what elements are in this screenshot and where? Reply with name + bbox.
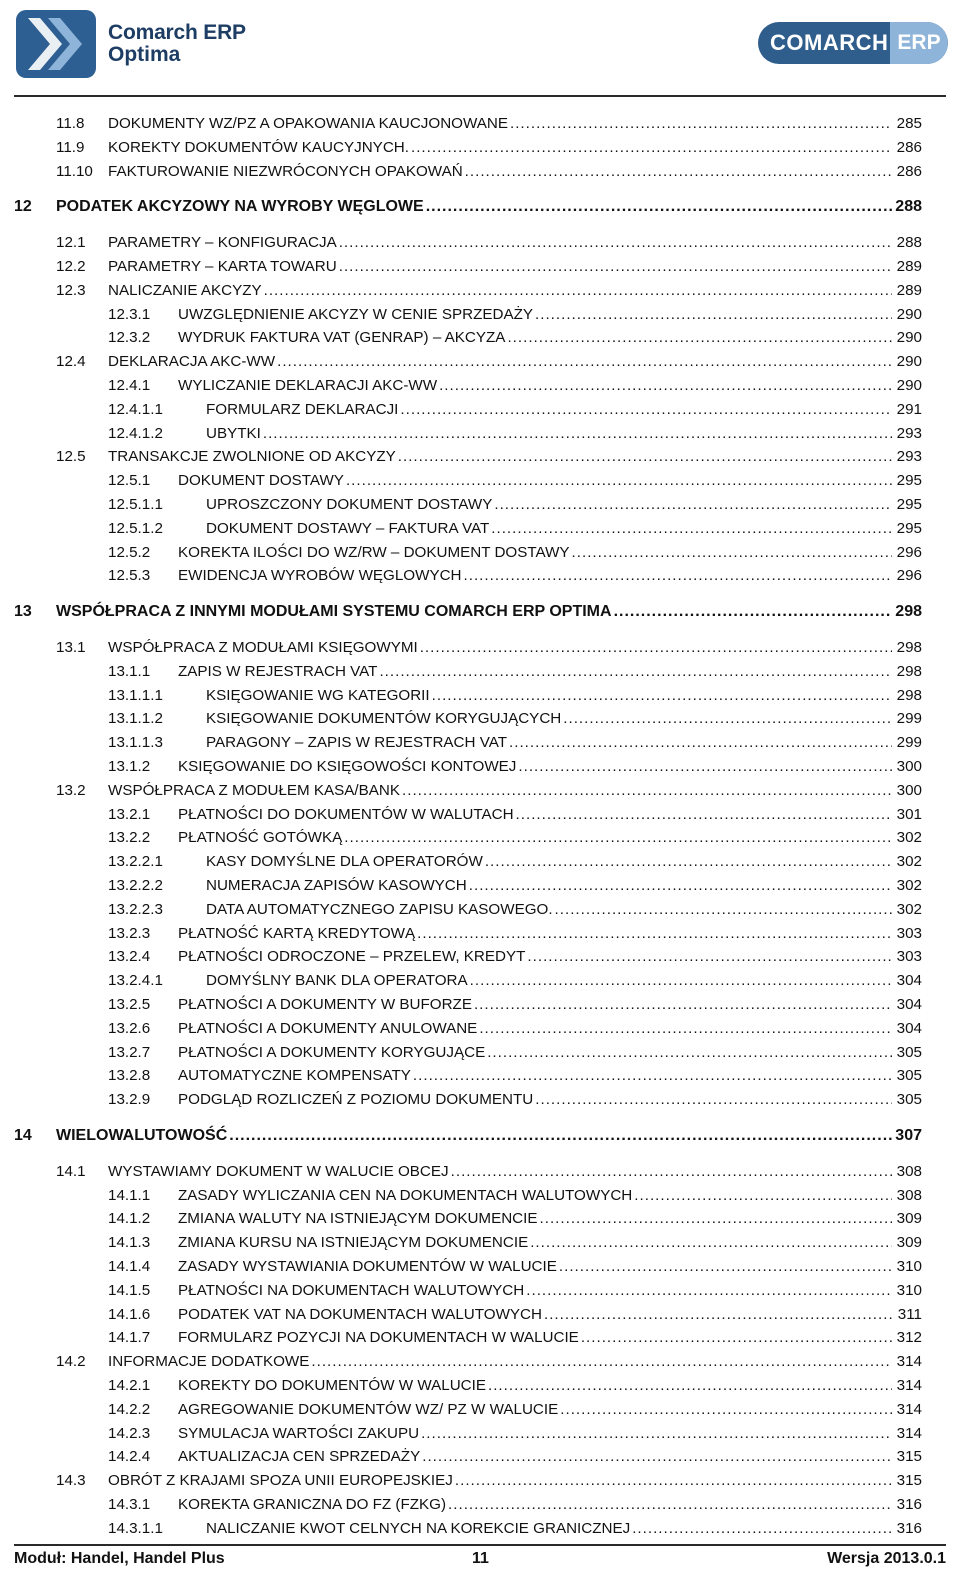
toc-entry-number: 14.2.4 — [108, 1448, 151, 1466]
toc-entry-title: DOMYŚLNY BANK DLA OPERATORA — [206, 972, 468, 990]
toc-entry-page: 311 — [897, 1305, 922, 1323]
toc-entry[interactable] — [0, 756, 960, 778]
toc-entry-title: PŁATNOŚCI ODROCZONE – PRZELEW, KREDYT — [178, 948, 526, 966]
toc-entry[interactable] — [0, 1185, 960, 1207]
toc-entry-title: UPROSZCZONY DOKUMENT DOSTAWY — [206, 496, 493, 513]
toc-entry-title: NALICZANIE AKCYZY — [108, 281, 262, 299]
toc-entry[interactable] — [0, 1327, 960, 1349]
toc-dot-leader — [277, 351, 892, 373]
toc-entry-page: 304 — [896, 996, 922, 1013]
footer-version: Wersja 2013.0.1 — [827, 1550, 946, 1567]
toc-entry-page: 302 — [896, 877, 922, 894]
toc-entry-title: KSIĘGOWANIE DO KSIĘGOWOŚCI KONTOWEJ — [178, 758, 517, 775]
toc-entry-title: KOREKTA ILOŚCI DO WZ/RW – DOKUMENT DOSTAWY — [178, 543, 570, 561]
toc-entry[interactable] — [0, 256, 960, 278]
toc-entry-page: 316 — [896, 1496, 922, 1513]
toc-entry[interactable] — [0, 1423, 960, 1445]
toc-entry-number: 12.5.1 — [108, 472, 151, 490]
toc-entry-page: 308 — [896, 1162, 922, 1180]
toc-entry[interactable] — [0, 423, 960, 445]
logo-line-1: Comarch ERP — [108, 21, 246, 44]
toc-entry-number: 14.2.1 — [108, 1377, 151, 1394]
toc-entry-page: 289 — [896, 281, 922, 299]
toc-entry-number: 13.2.8 — [108, 1067, 151, 1085]
toc-entry-page: 314 — [896, 1377, 922, 1394]
toc-entry-title: WSPÓŁPRACA Z MODUŁAMI KSIĘGOWYMI — [108, 639, 418, 656]
toc-entry[interactable] — [0, 1161, 960, 1183]
toc-dot-leader — [439, 375, 892, 397]
toc-entry[interactable] — [0, 232, 960, 254]
toc-entry-page: 309 — [896, 1210, 922, 1228]
toc-entry-title: KOREKTA GRANICZNA DO FZ (FZKG) — [178, 1496, 447, 1513]
toc-entry[interactable] — [0, 1065, 960, 1087]
toc-dot-leader — [572, 542, 892, 564]
toc-entry-page: 299 — [896, 734, 922, 752]
toc-entry-page: 298 — [896, 662, 922, 680]
toc-entry-number: 13.1.1.2 — [108, 710, 163, 728]
toc-entry[interactable] — [0, 399, 960, 421]
page-footer — [14, 1546, 946, 1572]
toc-entry-title: DOKUMENTY WZ/PZ A OPAKOWANIA KAUCJONOWANE — [108, 115, 508, 132]
toc-entry[interactable] — [0, 196, 960, 218]
toc-dot-leader — [488, 1375, 892, 1397]
toc-entry-page: 300 — [896, 781, 922, 799]
toc-entry-page: 298 — [895, 603, 922, 621]
toc-entry-page: 302 — [896, 900, 922, 918]
toc-entry[interactable] — [0, 304, 960, 326]
toc-dot-leader — [535, 1089, 892, 1111]
toc-entry[interactable] — [0, 661, 960, 683]
toc-dot-leader — [581, 1327, 892, 1349]
toc-entry-number: 13.2.3 — [108, 924, 151, 942]
toc-entry[interactable] — [0, 1399, 960, 1421]
toc-entry-title: PODGLĄD ROZLICZEŃ Z POZIOMU DOKUMENTU — [178, 1091, 534, 1109]
toc-entry-title: WSPÓŁPRACA Z INNYMI MODUŁAMI SYSTEMU COMARCH ERP OPTIMA — [56, 603, 612, 621]
toc-entry[interactable] — [0, 875, 960, 897]
toc-entry-title: EWIDENCJA WYROBÓW WĘGLOWYCH — [178, 567, 462, 585]
toc-entry[interactable] — [0, 1256, 960, 1278]
toc-dot-leader — [540, 1208, 893, 1230]
toc-entry-number: 13.2.1 — [108, 805, 151, 823]
toc-dot-leader — [485, 851, 892, 873]
toc-entry[interactable] — [0, 1470, 960, 1492]
toc-entry-page: 299 — [896, 710, 922, 728]
toc-entry[interactable] — [0, 1446, 960, 1468]
toc-entry[interactable] — [0, 1018, 960, 1040]
toc-entry-number: 12.5.2 — [108, 543, 151, 561]
toc-entry-number: 14.1.6 — [108, 1305, 151, 1323]
toc-entry[interactable] — [0, 375, 960, 397]
toc-entry[interactable] — [0, 470, 960, 492]
toc-entry-title: WYSTAWIAMY DOKUMENT W WALUCIE OBCEJ — [108, 1162, 449, 1180]
toc-entry-title: PŁATNOŚĆ KARTĄ KREDYTOWĄ — [178, 924, 416, 942]
toc-dot-leader — [465, 161, 892, 183]
toc-entry-title: DOKUMENT DOSTAWY – FAKTURA VAT — [206, 519, 490, 537]
toc-entry-title: PŁATNOŚĆ GOTÓWKĄ — [178, 829, 343, 847]
toc-entry-title: DOKUMENT DOSTAWY — [178, 472, 344, 490]
toc-entry-number: 14.1.4 — [108, 1258, 151, 1275]
toc-entry-title: PŁATNOŚCI A DOKUMENTY W BUFORZE — [178, 996, 472, 1013]
toc-dot-leader — [563, 708, 892, 730]
toc-entry-number: 11.10 — [56, 162, 93, 180]
footer-page-number: 11 — [472, 1550, 489, 1567]
toc-entry-title: KSIĘGOWANIE DOKUMENTÓW KORYGUJĄCYCH — [206, 710, 562, 728]
toc-entry-number: 14.1.5 — [108, 1281, 151, 1299]
toc-entry-title: INFORMACJE DODATKOWE — [108, 1353, 310, 1371]
toc-entry-number: 12.5.3 — [108, 567, 151, 585]
toc-entry[interactable] — [0, 446, 960, 468]
toc-entry[interactable] — [0, 1518, 960, 1540]
toc-entry-number: 12.3 — [56, 281, 86, 299]
toc-entry-number: 14.2 — [56, 1353, 86, 1371]
toc-entry[interactable] — [0, 1280, 960, 1302]
toc-dot-leader — [474, 994, 892, 1016]
toc-entry-page: 290 — [896, 353, 922, 371]
footer-module: Moduł: Handel, Handel Plus — [14, 1550, 225, 1567]
toc-entry[interactable] — [0, 351, 960, 373]
toc-entry-title: TRANSAKCJE ZWOLNIONE OD AKCYZY — [108, 448, 396, 466]
comarch-erp-badge — [758, 22, 948, 64]
toc-entry-page: 315 — [896, 1448, 922, 1466]
toc-entry-page: 316 — [896, 1519, 922, 1537]
toc-entry-page: 310 — [896, 1281, 922, 1299]
toc-entry-number: 13.2.6 — [108, 1019, 151, 1037]
toc-dot-leader — [229, 1125, 892, 1147]
toc-dot-leader — [507, 327, 892, 349]
toc-entry-title: OBRÓT Z KRAJAMI SPOZA UNII EUROPEJSKIEJ — [108, 1472, 453, 1490]
toc-entry-title: PARAMETRY – KONFIGURACJA — [108, 234, 337, 252]
toc-entry-page: 304 — [896, 1019, 922, 1037]
toc-entry-title: FORMULARZ DEKLARACJI — [206, 400, 399, 418]
toc-dot-leader — [470, 970, 892, 992]
toc-entry-page: 305 — [896, 1091, 922, 1109]
toc-dot-leader — [346, 470, 892, 492]
toc-entry[interactable] — [0, 851, 960, 873]
toc-dot-leader — [559, 1256, 892, 1278]
toc-entry-number: 14.3 — [56, 1472, 86, 1490]
toc-dot-leader — [544, 1304, 892, 1326]
toc-entry-number: 13.2.2.1 — [108, 853, 163, 871]
toc-entry-number: 13.1 — [56, 639, 86, 656]
toc-entry[interactable] — [0, 327, 960, 349]
toc-entry-number: 13.2.2.3 — [108, 900, 163, 918]
toc-entry-page: 305 — [896, 1067, 922, 1085]
toc-entry-number: 11.9 — [56, 138, 85, 156]
toc-dot-leader — [479, 1018, 892, 1040]
toc-entry-title: KOREKTY DOKUMENTÓW KAUCYJNYCH. — [108, 138, 409, 156]
toc-entry-page: 290 — [896, 377, 922, 394]
toc-entry-page: 308 — [896, 1186, 922, 1204]
toc-entry[interactable] — [0, 518, 960, 540]
toc-dot-leader — [469, 875, 892, 897]
toc-entry-title: AGREGOWANIE DOKUMENTÓW WZ/ PZ W WALUCIE — [178, 1400, 559, 1418]
toc-entry[interactable] — [0, 1351, 960, 1373]
toc-dot-leader — [530, 1232, 892, 1254]
toc-entry[interactable] — [0, 161, 960, 183]
toc-dot-leader — [518, 756, 892, 778]
page-header — [0, 0, 960, 92]
toc-dot-leader — [526, 1280, 892, 1302]
toc-entry-title: SYMULACJA WARTOŚCI ZAKUPU — [178, 1424, 420, 1442]
toc-entry[interactable] — [0, 1089, 960, 1111]
toc-entry-number: 14 — [14, 1127, 32, 1144]
toc-entry-title: PODATEK AKCYZOWY NA WYROBY WĘGLOWE — [56, 198, 424, 216]
toc-entry-title: WYLICZANIE DEKLARACJI AKC-WW — [178, 377, 438, 394]
toc-entry-page: 303 — [896, 924, 922, 942]
toc-dot-leader — [451, 1161, 892, 1183]
toc-dot-leader — [417, 923, 892, 945]
toc-entry[interactable] — [0, 601, 960, 623]
toc-dot-leader — [464, 565, 892, 587]
toc-entry-title: KSIĘGOWANIE WG KATEGORII — [206, 686, 430, 704]
toc-entry-title: NUMERACJA ZAPISÓW KASOWYCH — [206, 877, 467, 894]
toc-entry-number: 14.1.7 — [108, 1329, 151, 1347]
toc-entry[interactable] — [0, 827, 960, 849]
toc-dot-leader — [491, 518, 892, 540]
toc-entry-title: WYDRUK FAKTURA VAT (GENRAP) – AKCYZA — [178, 329, 506, 347]
toc-entry-number: 13.1.1.3 — [108, 734, 163, 752]
toc-dot-leader — [527, 946, 892, 968]
toc-entry[interactable] — [0, 1375, 960, 1397]
toc-entry-number: 14.2.2 — [108, 1400, 151, 1418]
toc-entry-page: 301 — [896, 805, 922, 823]
toc-entry-number: 12.1 — [56, 234, 86, 252]
toc-entry-title: PARAMETRY – KARTA TOWARU — [108, 258, 337, 275]
toc-dot-leader — [632, 1518, 892, 1540]
toc-entry[interactable] — [0, 970, 960, 992]
toc-dot-leader — [400, 399, 892, 421]
toc-entry-title: ZMIANA KURSU NA ISTNIEJĄCYM DOKUMENCIE — [178, 1234, 529, 1252]
toc-dot-leader — [311, 1351, 892, 1373]
toc-dot-leader — [614, 601, 892, 623]
toc-entry-title: DATA AUTOMATYCZNEGO ZAPISU KASOWEGO. — [206, 900, 553, 918]
toc-entry-number: 12.5.1.2 — [108, 519, 163, 537]
header-divider — [14, 95, 946, 97]
toc-entry[interactable] — [0, 1494, 960, 1516]
toc-entry[interactable] — [0, 1042, 960, 1064]
toc-entry-page: 310 — [896, 1258, 922, 1275]
toc-entry-title: FORMULARZ POZYCJI NA DOKUMENTACH W WALUCIE — [178, 1329, 579, 1347]
toc-entry-page: 296 — [896, 543, 922, 561]
toc-entry[interactable] — [0, 1208, 960, 1230]
toc-dot-leader — [510, 113, 892, 135]
toc-entry[interactable] — [0, 113, 960, 135]
toc-entry-number: 12.4.1 — [108, 377, 151, 394]
toc-entry[interactable] — [0, 780, 960, 802]
toc-entry[interactable] — [0, 732, 960, 754]
toc-entry-title: UBYTKI — [206, 424, 261, 442]
toc-entry-title: KOREKTY DO DOKUMENTÓW W WALUCIE — [178, 1377, 486, 1394]
toc-entry-page: 295 — [896, 472, 922, 490]
toc-entry[interactable] — [0, 542, 960, 564]
toc-entry-number: 13.1.1 — [108, 662, 151, 680]
badge-brand: COMARCH — [770, 30, 889, 55]
toc-entry-title: WIELOWALUTOWOŚĆ — [56, 1127, 228, 1144]
toc-entry[interactable] — [0, 708, 960, 730]
toc-entry-number: 13.2.2.2 — [108, 877, 163, 894]
toc-entry[interactable] — [0, 685, 960, 707]
toc-entry[interactable] — [0, 923, 960, 945]
toc-entry-title: ZASADY WYSTAWIANIA DOKUMENTÓW W WALUCIE — [178, 1258, 557, 1275]
toc-entry-page: 288 — [896, 234, 922, 252]
toc-entry-page: 305 — [896, 1043, 922, 1061]
toc-entry-number: 13.2.5 — [108, 996, 151, 1013]
toc-entry-page: 296 — [896, 567, 922, 585]
toc-entry-number: 13.2.4 — [108, 948, 151, 966]
toc-dot-leader — [494, 494, 892, 516]
toc-entry-number: 14.1 — [56, 1162, 86, 1180]
toc-entry-number: 12.5.1.1 — [108, 496, 163, 513]
toc-entry-number: 13.2.4.1 — [108, 972, 163, 990]
toc-entry-number: 12.5 — [56, 448, 86, 466]
toc-dot-leader — [555, 899, 892, 921]
toc-dot-leader — [398, 446, 892, 468]
toc-entry[interactable] — [0, 1304, 960, 1326]
toc-dot-leader — [263, 423, 892, 445]
toc-entry-page: 290 — [896, 329, 922, 347]
toc-dot-leader — [509, 732, 892, 754]
toc-dot-leader — [379, 661, 892, 683]
toc-entry-number: 11.8 — [56, 115, 85, 132]
toc-entry[interactable] — [0, 804, 960, 826]
badge-erp: ERP — [890, 22, 948, 64]
toc-dot-leader — [422, 1446, 892, 1468]
toc-entry-page: 291 — [896, 400, 922, 418]
toc-dot-leader — [413, 1065, 892, 1087]
toc-entry-number: 14.1.1 — [108, 1186, 151, 1204]
toc-entry-number: 14.3.1.1 — [108, 1519, 163, 1537]
toc-entry-page: 298 — [896, 686, 922, 704]
toc-entry-page: 307 — [895, 1127, 922, 1144]
toc-entry-page: 315 — [896, 1472, 922, 1490]
toc-dot-leader — [402, 780, 892, 802]
toc-entry-page: 314 — [896, 1424, 922, 1442]
toc-entry-page: 298 — [896, 639, 922, 656]
toc-entry-number: 13.1.2 — [108, 758, 151, 775]
comarch-erp-optima-logo — [14, 8, 246, 80]
toc-dot-leader — [411, 137, 892, 159]
toc-entry-title: PŁATNOŚCI DO DOKUMENTÓW W WALUTACH — [178, 805, 514, 823]
toc-entry-title: WSPÓŁPRACA Z MODUŁEM KASA/BANK — [108, 781, 401, 799]
toc-entry-title: ZASADY WYLICZANIA CEN NA DOKUMENTACH WALUTOWYCH — [178, 1186, 633, 1204]
toc-entry-number: 13.2 — [56, 781, 86, 799]
toc-entry-title: PARAGONY – ZAPIS W REJESTRACH VAT — [206, 734, 507, 752]
toc-dot-leader — [421, 1423, 892, 1445]
toc-entry[interactable] — [0, 137, 960, 159]
toc-entry[interactable] — [0, 637, 960, 659]
toc-entry-page: 303 — [896, 948, 922, 966]
toc-entry-title: PŁATNOŚCI A DOKUMENTY ANULOWANE — [178, 1019, 478, 1037]
toc-entry-page: 293 — [896, 448, 922, 466]
toc-entry-number: 14.1.2 — [108, 1210, 151, 1228]
toc-entry-page: 312 — [896, 1329, 922, 1347]
toc-entry-page: 285 — [896, 115, 922, 132]
toc-entry-number: 12 — [14, 198, 32, 216]
toc-entry-title: FAKTUROWANIE NIEZWRÓCONYCH OPAKOWAŃ — [108, 162, 463, 180]
toc-entry-page: 293 — [896, 424, 922, 442]
toc-dot-leader — [516, 804, 892, 826]
toc-entry-page: 314 — [896, 1353, 922, 1371]
toc-entry-page: 304 — [896, 972, 922, 990]
toc-entry-number: 13.2.9 — [108, 1091, 151, 1109]
toc-entry-page: 286 — [896, 138, 922, 156]
toc-dot-leader — [426, 196, 892, 218]
toc-entry-title: UWZGLĘDNIENIE AKCYZY W CENIE SPRZEDAŻY — [178, 305, 533, 323]
toc-entry-number: 14.1.3 — [108, 1234, 151, 1252]
toc-entry[interactable] — [0, 1125, 960, 1147]
toc-dot-leader — [339, 256, 892, 278]
toc-entry-number: 13.2.7 — [108, 1043, 151, 1061]
toc-entry[interactable] — [0, 280, 960, 302]
toc-entry-page: 290 — [896, 305, 922, 323]
toc-dot-leader — [264, 280, 892, 302]
toc-dot-leader — [432, 685, 892, 707]
toc-entry-number: 14.3.1 — [108, 1496, 151, 1513]
toc-dot-leader — [339, 232, 892, 254]
toc-entry-page: 288 — [895, 198, 922, 216]
toc-entry[interactable] — [0, 899, 960, 921]
toc-entry-number: 12.4.1.2 — [108, 424, 163, 442]
optima-chevron-icon — [14, 8, 98, 80]
toc-entry-title: PŁATNOŚCI A DOKUMENTY KORYGUJĄCE — [178, 1043, 486, 1061]
toc-entry-number: 13.1.1.1 — [108, 686, 163, 704]
toc-dot-leader — [634, 1185, 892, 1207]
toc-entry-page: 295 — [896, 519, 922, 537]
toc-entry-page: 309 — [896, 1234, 922, 1252]
logo-line-2: Optima — [108, 43, 181, 66]
toc-entry[interactable] — [0, 565, 960, 587]
toc-dot-leader — [487, 1042, 892, 1064]
toc-entry-number: 12.3.1 — [108, 305, 151, 323]
toc-entry-title: AUTOMATYCZNE KOMPENSATY — [178, 1067, 411, 1085]
toc-entry-number: 13.2.2 — [108, 829, 151, 847]
toc-entry-title: ZAPIS W REJESTRACH VAT — [178, 662, 378, 680]
toc-entry-title: DEKLARACJA AKC-WW — [108, 353, 276, 371]
toc-entry-number: 12.4 — [56, 353, 86, 371]
toc-dot-leader — [344, 827, 892, 849]
toc-entry-page: 286 — [896, 162, 922, 180]
toc-entry-number: 12.3.2 — [108, 329, 151, 347]
toc-entry[interactable] — [0, 1232, 960, 1254]
toc-entry-title: AKTUALIZACJA CEN SPRZEDAŻY — [178, 1448, 421, 1466]
toc-entry-page: 289 — [896, 258, 922, 275]
toc-entry-page: 300 — [896, 758, 922, 775]
toc-entry-number: 12.2 — [56, 258, 86, 275]
toc-entry-page: 302 — [896, 853, 922, 871]
toc-entry-page: 295 — [896, 496, 922, 513]
toc-entry[interactable] — [0, 494, 960, 516]
toc-entry-title: PODATEK VAT NA DOKUMENTACH WALUTOWYCH — [178, 1305, 542, 1323]
toc-entry[interactable] — [0, 994, 960, 1016]
toc-entry-title: NALICZANIE KWOT CELNYCH NA KOREKCIE GRANICZNEJ — [206, 1519, 631, 1537]
toc-entry-number: 12.4.1.1 — [108, 400, 163, 418]
toc-entry-number: 14.2.3 — [108, 1424, 151, 1442]
toc-entry-number: 13 — [14, 603, 32, 621]
toc-dot-leader — [448, 1494, 892, 1516]
toc-entry-page: 302 — [896, 829, 922, 847]
toc-dot-leader — [420, 637, 892, 659]
toc-entry-title: ZMIANA WALUTY NA ISTNIEJĄCYM DOKUMENCIE — [178, 1210, 538, 1228]
toc-entry-title: PŁATNOŚCI NA DOKUMENTACH WALUTOWYCH — [178, 1281, 525, 1299]
toc-entry[interactable] — [0, 946, 960, 968]
toc-dot-leader — [535, 304, 892, 326]
toc-entry-page: 314 — [896, 1400, 922, 1418]
toc-entry-title: KASY DOMYŚLNE DLA OPERATORÓW — [206, 853, 483, 871]
toc-dot-leader — [455, 1470, 892, 1492]
toc-dot-leader — [560, 1399, 892, 1421]
